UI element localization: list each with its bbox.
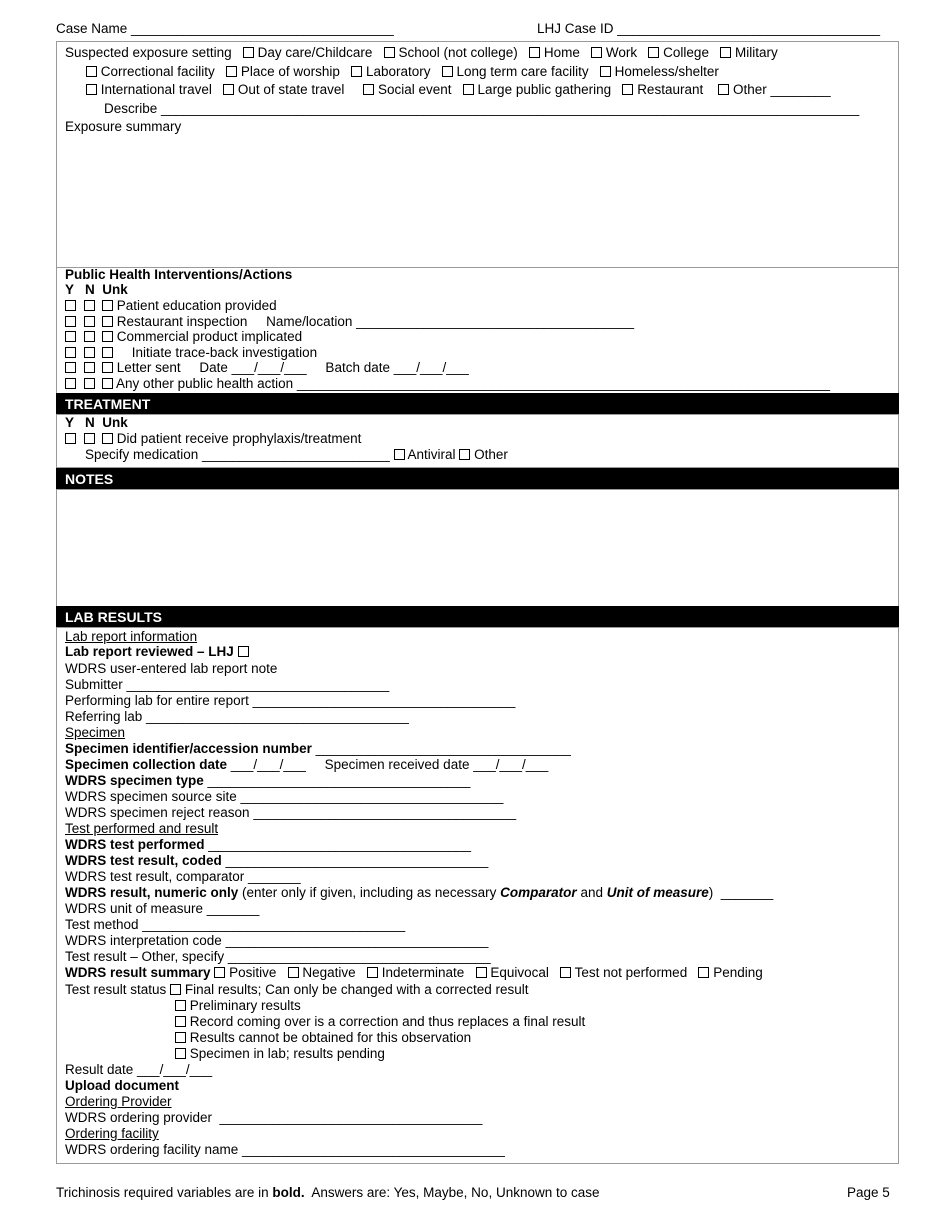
reviewed-label: Lab report reviewed – LHJ: [65, 644, 234, 659]
checkbox[interactable]: [175, 1032, 186, 1043]
yes-checkbox[interactable]: [65, 347, 76, 358]
footer-text: Answers are: Yes, Maybe, No, Unknown to case: [304, 1185, 600, 1200]
treatment-bar: TREATMENT: [56, 393, 899, 415]
checkbox[interactable]: [591, 47, 602, 58]
test-result-coded-field[interactable]: [65, 853, 488, 869]
option-label: Final results; Can only be changed with a corrected result: [184, 982, 529, 997]
intervention-label: Commercial product implicated: [116, 329, 303, 344]
checkbox[interactable]: [648, 47, 659, 58]
footer-bold: bold.: [272, 1185, 305, 1200]
field-label: Specimen identifier/accession number: [65, 741, 312, 756]
intervention-label: Any other public health action _______________________________________________________________________: [116, 376, 830, 391]
checkbox[interactable]: [86, 66, 97, 77]
upload-document-label: Upload document: [65, 1078, 179, 1093]
checkbox[interactable]: [86, 84, 97, 95]
checkbox[interactable]: [698, 967, 709, 978]
option-label: Out of state travel: [237, 82, 345, 97]
lab-results-bar: LAB RESULTS: [56, 606, 899, 628]
intervention-label: Restaurant inspection Name/location _____________________________________: [116, 314, 634, 329]
unk-checkbox[interactable]: [102, 331, 113, 342]
option-label: Laboratory: [365, 64, 431, 79]
ordering-provider-field[interactable]: WDRS ordering provider ___________________________________: [65, 1110, 483, 1125]
option-label: Home: [543, 45, 580, 60]
field-blank[interactable]: ___/___/___ Specimen received date ___/___/___: [227, 757, 549, 772]
field-blank[interactable]: ___________________________________: [221, 853, 489, 868]
yn-header: Y N Unk: [65, 282, 128, 297]
yes-checkbox[interactable]: [65, 331, 76, 342]
no-checkbox[interactable]: [84, 433, 95, 444]
test-method-field[interactable]: Test method ___________________________________: [65, 917, 406, 932]
result-date-field[interactable]: Result date ___/___/___: [65, 1062, 213, 1077]
unk-checkbox[interactable]: [102, 316, 113, 327]
comparator-field[interactable]: WDRS test result, comparator _______: [65, 869, 301, 884]
treatment-row: [65, 431, 361, 447]
numeric-result-field[interactable]: [65, 885, 773, 901]
test-heading: Test performed and result: [65, 821, 219, 836]
option-label: Antiviral: [407, 447, 456, 462]
no-checkbox[interactable]: [84, 362, 95, 373]
interpretation-code-field[interactable]: WDRS interpretation code ___________________________________: [65, 933, 489, 948]
yes-checkbox[interactable]: [65, 316, 76, 327]
result-status-option: [175, 1030, 471, 1046]
field-blank[interactable]: ___________________________________: [203, 773, 471, 788]
yn-header: Y N Unk: [65, 415, 128, 430]
performing-lab-field[interactable]: Performing lab for entire report ___________________________________: [65, 693, 516, 708]
option-label: Large public gathering: [477, 82, 612, 97]
checkbox[interactable]: [223, 84, 234, 95]
option-label: Indeterminate: [381, 965, 465, 980]
intervention-row: [65, 360, 469, 376]
option-label: Equivocal: [490, 965, 549, 980]
result-status-option: [175, 1046, 385, 1062]
option-label: Long term care facility: [456, 64, 589, 79]
unk-checkbox[interactable]: [102, 347, 113, 358]
result-summary-row: [65, 965, 763, 981]
test-performed-field[interactable]: [65, 837, 471, 853]
antiviral-checkbox[interactable]: [394, 449, 405, 460]
option-label: Specimen in lab; results pending: [189, 1046, 385, 1061]
ordering-facility-heading: Ordering facility: [65, 1126, 159, 1141]
field-label: WDRS result, numeric only: [65, 885, 239, 900]
no-checkbox[interactable]: [84, 316, 95, 327]
reject-reason-field[interactable]: WDRS specimen reject reason ___________________________________: [65, 805, 517, 820]
lab-report-reviewed: [65, 644, 249, 660]
reviewed-checkbox[interactable]: [238, 646, 249, 657]
checkbox[interactable]: [175, 1048, 186, 1059]
collection-date-field[interactable]: [65, 757, 548, 773]
field-label: WDRS test result, coded: [65, 853, 222, 868]
exposure-row-1: [65, 45, 778, 61]
result-status-option: [175, 1014, 585, 1030]
checkbox[interactable]: [442, 66, 453, 77]
intervention-row: [65, 298, 277, 314]
ordering-provider-heading: Ordering Provider: [65, 1094, 172, 1109]
no-checkbox[interactable]: [84, 331, 95, 342]
option-label: Positive: [229, 965, 277, 980]
page-number: Page 5: [847, 1185, 890, 1200]
submitter-field[interactable]: Submitter ___________________________________: [65, 677, 390, 692]
field-blank[interactable]: __________________________________: [311, 741, 571, 756]
field-label: WDRS result summary: [65, 965, 211, 980]
intervention-label: Patient education provided: [116, 298, 277, 313]
checkbox[interactable]: [226, 66, 237, 77]
option-label: Restaurant: [637, 82, 704, 97]
option-label: Day care/Childcare: [257, 45, 373, 60]
option-label: Military: [734, 45, 778, 60]
referring-lab-field[interactable]: Referring lab ___________________________________: [65, 709, 409, 724]
describe-field[interactable]: Describe _____________________________________________________________________________________________: [104, 101, 860, 116]
field-note: Unit of measure: [606, 885, 709, 900]
exposure-row-3: [86, 82, 831, 98]
checkbox[interactable]: [600, 66, 611, 77]
specimen-type-field[interactable]: [65, 773, 470, 789]
checkbox[interactable]: [622, 84, 633, 95]
option-label: Record coming over is a correction and thus replaces a final result: [189, 1014, 586, 1029]
field-blank[interactable]: ) _______: [708, 885, 774, 900]
no-checkbox[interactable]: [84, 347, 95, 358]
yes-checkbox[interactable]: [65, 362, 76, 373]
case-name-field[interactable]: Case Name ___________________________________: [56, 21, 394, 36]
no-checkbox[interactable]: [84, 300, 95, 311]
option-label: Pending: [713, 965, 763, 980]
no-checkbox[interactable]: [84, 378, 95, 389]
exposure-row-2: [86, 64, 719, 80]
field-note: Comparator: [500, 885, 577, 900]
intervention-label: Letter sent Date ___/___/___ Batch date ___/___/___: [116, 360, 469, 375]
yes-checkbox[interactable]: [65, 433, 76, 444]
other-specify-field[interactable]: Test result – Other, specify ___________________________________: [65, 949, 491, 964]
checkbox[interactable]: [560, 967, 571, 978]
option-label: School (not college): [398, 45, 518, 60]
lhj-case-id-field[interactable]: LHJ Case ID ___________________________________: [537, 21, 881, 36]
notes-area[interactable]: [56, 489, 899, 607]
checkbox[interactable]: [367, 967, 378, 978]
notes-bar: NOTES: [56, 468, 899, 490]
checkbox[interactable]: [175, 1000, 186, 1011]
medication-row: [85, 447, 508, 463]
footer-note: [56, 1185, 600, 1201]
option-label: Test not performed: [574, 965, 688, 980]
option-label: Homeless/shelter: [614, 64, 719, 79]
checkbox[interactable]: [463, 84, 474, 95]
checkbox[interactable]: [351, 66, 362, 77]
checkbox[interactable]: [384, 47, 395, 58]
checkbox[interactable]: [529, 47, 540, 58]
source-site-field[interactable]: WDRS specimen source site ___________________________________: [65, 789, 504, 804]
intervention-row: [65, 345, 317, 361]
intervention-row: [65, 329, 302, 345]
field-label: Specimen collection date: [65, 757, 228, 772]
field-label: WDRS test performed: [65, 837, 205, 852]
checkbox[interactable]: [170, 984, 181, 995]
option-label: Negative: [302, 965, 356, 980]
result-status-option: [175, 998, 301, 1014]
option-label: Work: [605, 45, 638, 60]
yes-checkbox[interactable]: [65, 300, 76, 311]
option-label: Other: [474, 447, 508, 462]
checkbox[interactable]: [718, 84, 729, 95]
specimen-heading: Specimen: [65, 725, 126, 740]
field-note: (enter only if given, including as necessary: [238, 885, 501, 900]
yes-checkbox[interactable]: [65, 378, 76, 389]
field-label: Test result status: [65, 982, 167, 997]
option-label: Social event: [377, 82, 452, 97]
intervention-row: [65, 376, 830, 392]
checkbox[interactable]: [363, 84, 374, 95]
unk-checkbox[interactable]: [102, 362, 113, 373]
other-checkbox[interactable]: [459, 449, 470, 460]
option-label: International travel: [100, 82, 212, 97]
lab-report-info-heading: Lab report information: [65, 629, 198, 644]
treatment-question: Did patient receive prophylaxis/treatment: [116, 431, 362, 446]
field-blank[interactable]: ___________________________________: [204, 837, 472, 852]
unit-of-measure-field[interactable]: WDRS unit of measure _______: [65, 901, 260, 916]
checkbox[interactable]: [720, 47, 731, 58]
unk-checkbox[interactable]: [102, 378, 113, 389]
checkbox[interactable]: [214, 967, 225, 978]
field-note: and: [576, 885, 607, 900]
field-label: WDRS specimen type: [65, 773, 204, 788]
unk-checkbox[interactable]: [102, 300, 113, 311]
user-note-label: WDRS user-entered lab report note: [65, 661, 278, 676]
checkbox[interactable]: [175, 1016, 186, 1027]
checkbox[interactable]: [288, 967, 299, 978]
option-label: Place of worship: [240, 64, 340, 79]
option-label: College: [663, 45, 709, 60]
option-label: Other ________: [733, 82, 831, 97]
intervention-label: Initiate trace-back investigation: [116, 345, 318, 360]
exposure-summary-label: Exposure summary: [65, 119, 182, 134]
option-label: Preliminary results: [189, 998, 301, 1013]
checkbox[interactable]: [476, 967, 487, 978]
checkbox[interactable]: [243, 47, 254, 58]
footer-text: Trichinosis required variables are in: [56, 1185, 273, 1200]
specimen-id-field[interactable]: [65, 741, 571, 757]
exposure-setting-label: Suspected exposure setting: [65, 45, 232, 60]
result-status-row: [65, 982, 529, 998]
unk-checkbox[interactable]: [102, 433, 113, 444]
interventions-title: Public Health Interventions/Actions: [65, 267, 293, 282]
specify-medication-field[interactable]: Specify medication _________________________: [85, 447, 390, 462]
intervention-row: [65, 314, 634, 330]
ordering-facility-field[interactable]: WDRS ordering facility name ___________________________________: [65, 1142, 505, 1157]
option-label: Results cannot be obtained for this observation: [189, 1030, 472, 1045]
option-label: Correctional facility: [100, 64, 215, 79]
